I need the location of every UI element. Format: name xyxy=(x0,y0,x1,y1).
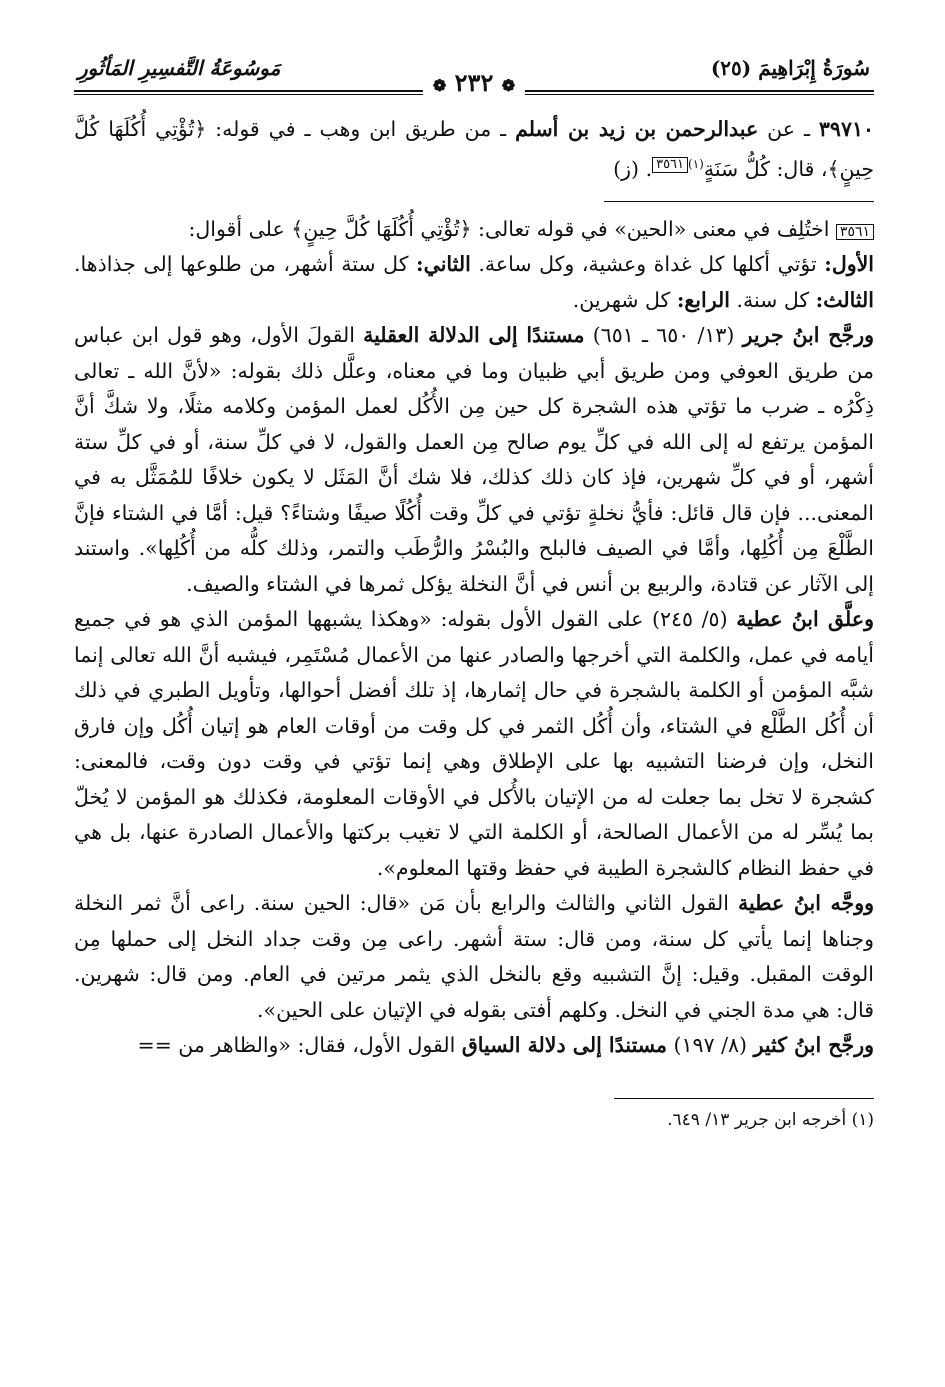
footnote: (١) أخرجه ابن جرير ١٣/ ٦٤٩. xyxy=(667,1109,874,1130)
opinion-label: الثالث: xyxy=(815,287,874,312)
hadith-number: ٣٩٧١٠ xyxy=(818,117,874,141)
surah-title: سُورَةُ إِبْرَاهِيمَ (٢٥) xyxy=(710,56,870,80)
page-number xyxy=(423,68,525,97)
opinion-text: كل سنة. xyxy=(729,287,816,312)
opinion-label: الرابع: xyxy=(676,287,730,312)
scholar-name: ورجَّح ابنُ كثير xyxy=(753,1033,874,1058)
paragraph-text: (٥/ ٢٤٥) على القول الأول بقوله: «وهكذا يشبهها المؤمن الذي هو في جميع أيامه في عمل، والكلمة التي أخرجها والصادر عنها من الأعمال مُسْتَمِر، فيشبه أنَّ الله تعالى إنما شبَّه المؤمن أو الكلمة بالشجرة في حال إثمارها، إذ تلك أفضل أحوالها، وتأويل الطبري في ذلك أن أُكُل الطَّلْع في الشتاء، وأن أُكُل الثمر في كل وقت من أوقات العام هو إتيان أُكُل وإن فارق النخل، وإن فرضنا التشبيه بها على الإطلاق وهي إنما تؤتي في وقت دون وقت، فالمعنى: كشجرة لا تخل بما جعلت له من الإتيان بالأُكل في الأوقات المعلومة، فكذلك هو المؤمن لا يُخلّ بما يُسِّر له من الأعمال الصالحة، أو الكلمة التي لا تغيب بركتها والأعمال الصادرة عنها، بل هي في حفظ النظام كالشجرة الطيبة في حفظ وقتها المعلوم». xyxy=(74,607,874,880)
note-paragraph xyxy=(74,318,874,602)
hadith-end: . (ز) xyxy=(613,156,653,181)
reasoning-label: مستندًا إلى دلالة السياق xyxy=(461,1033,668,1058)
footnote-divider xyxy=(614,1098,874,1099)
note-ref-box: ٣٥٦١ xyxy=(652,157,688,173)
paragraph-text: القولَ الأول، وهو قول ابن عباس من طريق العوفي ومن طريق أبي ظبيان وما في معناه، وعلَّل ذلك بقوله: «لأنَّ الله ـ تعالى ذِكْرُه ـ ضرب ما تؤتي هذه الشجرة كل حين مِن الأُكُل لعمل المؤمن وكلامه مثلًا، ولا شكَّ أنَّ المؤمن يرتفع له إلى الله في كلِّ يوم صالح مِن العمل والقول، لا في كلِّ سنة، أو في كلِّ ستة أشهر، أو في كلِّ شهرين، فإذ كان ذلك كذلك، فلا شك أنَّ المَثَل لا يكون خلافًا للمُمَثَّل به في المعنى... فإن قال قائل: فأيُّ نخلةٍ تؤتي في كلِّ وقت أُكُلًا صيفًا وشتاءً؟ قيل: أمَّا في الشتاء فإنَّ الطَّلْعَ مِن أُكُلِها، وأمَّا في الصيف فالبلح والبُسْرُ والرُّطَب والتمر، وذلك كلُّه من أُكُلِها». واستند إلى الآثار عن قتادة، والربيع بن أنس في أنَّ النخلة يؤكل ثمرها في الشتاء والصيف. xyxy=(74,323,874,596)
opinion-text: كل شهرين. xyxy=(572,287,677,312)
opinion-text: تؤتي أكلها كل غداة وعشية، وكل ساعة. xyxy=(470,252,825,277)
note-paragraph xyxy=(74,1028,874,1064)
note-ref-box: ٣٥٦١ xyxy=(836,224,874,240)
scholar-name: ورجَّح ابنُ جرير xyxy=(742,323,874,348)
footnote-mark: (١) xyxy=(688,157,704,171)
scholar-name: ووجَّه ابنُ عطية xyxy=(738,891,875,916)
scholar-name: وعلَّق ابنُ عطية xyxy=(736,607,874,632)
opinion-label: الثاني: xyxy=(416,252,471,277)
note-intro xyxy=(74,212,874,248)
hadith-text: ـ من طريق ابن وهب ـ في قوله: ﴿تُؤْتِي أُكُلَهَا كُلَّ حِينٍ﴾، قال: كُلُّ سَنَةٍ xyxy=(74,117,874,181)
note-opinions xyxy=(74,247,874,318)
page-header xyxy=(74,50,874,98)
note-paragraph xyxy=(74,602,874,886)
narrator-name: عبدالرحمن بن زيد بن أسلم xyxy=(515,117,759,141)
page-number-value: ٢٣٢ xyxy=(454,68,494,97)
paragraph-text: (٨/ ١٩٧) xyxy=(667,1033,754,1058)
note-paragraph xyxy=(74,886,874,1028)
notes-divider xyxy=(604,201,874,202)
hadith-prefix: ـ عن xyxy=(758,117,819,141)
paragraph-text: القول الأول، فقال: «والظاهر من == xyxy=(137,1033,462,1058)
paragraph-text: القول الثاني والثالث والرابع بأن مَن «قال: الحين سنة. راعى أنَّ ثمر النخلة وجناها إنما يأتي كل سنة، ومن قال: ستة أشهر. راعى مِن وقت جداد النخل إلى حملها مِن الوقت المقبل. وقيل: إنَّ التشبيه وقع بالنخل الذي يثمر مرتين في العام. ومن قال: شهرين. قال: هي مدة الجني في النخل. وكلهم أفتى بقوله في الإتيان على الحين». xyxy=(74,891,874,1022)
book-title: مَوسُوعَةُ التَّفسِيرِ المَأثُورِ xyxy=(78,56,281,80)
note-intro-text: اختُلِف في معنى «الحين» في قوله تعالى: ﴿تُؤْتِي أُكُلَهَا كُلَّ حِينٍ﴾ على أقوال: xyxy=(188,216,830,241)
paragraph-text: (١٣/ ٦٥٠ ـ ٦٥١) xyxy=(584,323,743,348)
reasoning-label: مستندًا إلى الدلالة العقلية xyxy=(363,323,585,348)
hadith-entry xyxy=(74,112,874,187)
page xyxy=(74,50,874,1350)
ornament-icon: ❁ xyxy=(432,76,447,95)
opinion-label: الأول: xyxy=(824,252,874,277)
opinion-text: كل ستة أشهر، من طلوعها إلى جذاذها. xyxy=(74,252,417,277)
ornament-icon: ❁ xyxy=(501,76,516,95)
